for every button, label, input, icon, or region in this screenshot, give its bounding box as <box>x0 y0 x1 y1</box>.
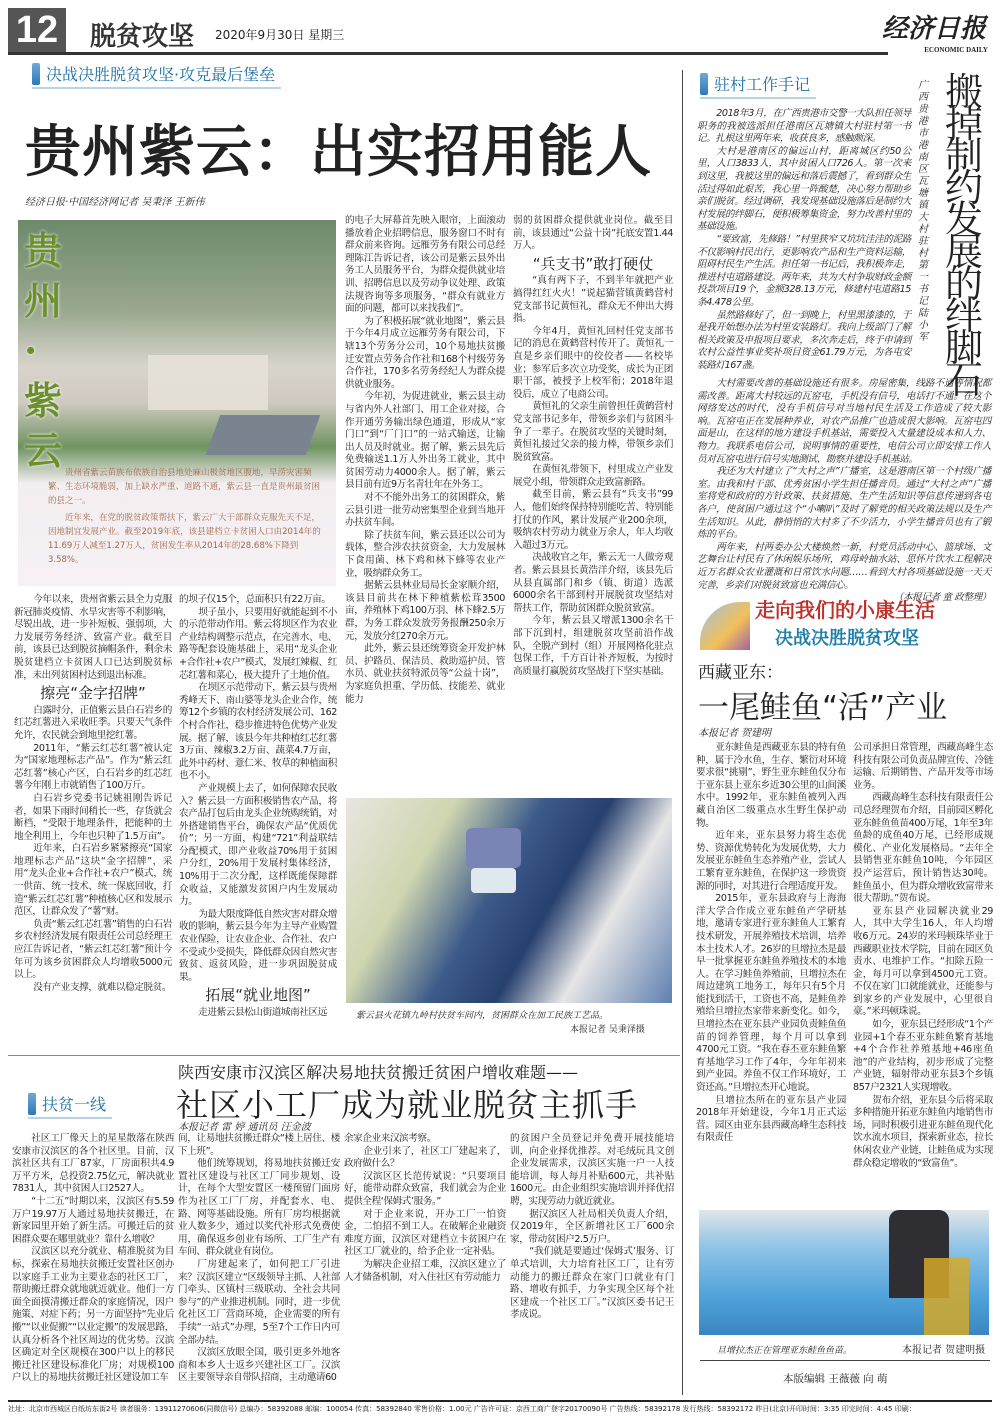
newspaper-logo-en: ECONOMIC DAILY <box>924 46 988 54</box>
paragraph: 今年初，为促进就业，紫云县主动与省内外人社部门、用工企业对接，合作开通劳务输出绿色通道，形成从“家门口”到“厂门口”的一站式输送，让输出人员及时就业。据了解，紫云县先后免费输送1.1万人外出务工就业，其中贫困劳动力4000余人。据了解，紫云县目前有近9万名青壮年在外务工。 <box>345 391 505 491</box>
paragraph: 他们统筹规划，将易地扶贫搬迁安置社区建设与社区工厂同步规划、设计，在每个大型安置区一楼预留门面房作为社区工厂厂房，并配套水、电、路、网等基础设施。所有厂房均根据就业人数多少，通过以奖代补形式免费使用，确保返乡创业有场所、工厂生产有车间、群众就业有岗位。 <box>178 1158 340 1258</box>
photo-caption-para: 贵州省紫云苗族布依族自治县地处麻山极贫地区腹地，早涝灾害频繁、生态环境脆弱，加上缺水严重、道路不通，紫云县一直是贵州最贫困的县之一。 <box>48 468 321 506</box>
notes-byline: 广西贵港市港南区瓦塘镇大村驻村第一书记 陆小军 <box>918 80 928 343</box>
fish-photo-caption: 旦增拉杰正在管理亚东鲑鱼鱼苗。 <box>717 1346 853 1356</box>
paragraph: 据紫云县林业局局长金家顺介绍，该县目前共在林下种植紫松茸3500亩，养殖林下鸡100万羽、林下蜂2.5万群，为务工群众发放劳务报酬250余万元，发放分红270余万元。 <box>345 580 505 642</box>
guizhou-ziyun-photo <box>18 220 336 586</box>
page-number: 12 <box>8 8 66 52</box>
xizang-byline: 本报记者 贺建明 <box>698 728 772 739</box>
tag-bar-icon <box>28 1093 36 1115</box>
notes-credit: （本报记者 童 政整理） <box>893 592 991 604</box>
paragraph: 2011年，“紫云红芯红薯”被认定为“国家地理标志产品”。作为“紫云红芯红薯”核心产区，白石岩乡的红芯红薯今年刚上市就销售了100万斤。 <box>14 742 172 792</box>
paragraph: 余家企业来汉滨考察。 <box>344 1133 436 1144</box>
paragraph: 虽然路修好了，但一到晚上，村里黑漆漆的，于是我开始想办法为村里安装路灯。我向上级部门了解相关政策及申报项目要求，多次奔走后，终于申请到农村公益性事业奖补项目资金61.79万元，为各屯安装路灯167盏。 <box>697 309 911 371</box>
xizang-col-2 <box>853 742 993 1170</box>
photo-title: 贵州·紫云 <box>24 228 63 473</box>
banner-ribbon-icon <box>700 602 750 650</box>
paragraph: 在坝区示范带动下，紫云县与贵州秀峰天下、南山婆等龙头企业合作，统筹12个乡镇的农村经济发展公司、162个村合作社，稳步推进特色优势产业发展。据了解，该县今年共种植红芯红薯3万亩、辣椒3.2万亩、蔬菜4.7万亩，此外中药材、薏仁米、牧草的种植面积也不小。 <box>179 682 337 782</box>
paragraph: 走进紫云县松山街道城南社区远 <box>198 1007 327 1018</box>
tag-label: 决战决胜脱贫攻坚·攻克最后堡垒 <box>46 65 276 84</box>
section-rule <box>8 1055 680 1056</box>
paragraph: “要致富，先修路！”村里狭窄又坑坑洼洼的泥路不仅影响村民出行，更影响农产品和生产资料运输，阻碍村民生产生活。担任第一书记后，我积极奔走，推进村屯道路建设。两年来，共为大村争取财政金额投款项目19个，金额328.13万元，修建村屯道路15条4.478公里。 <box>697 233 911 308</box>
xizang-kicker: 西藏亚东： <box>698 663 783 683</box>
paragraph: “真有两下子，不到半年就把产业搞得红红火火！”说起猫营镇黄鹤营村党支部书记黄恒礼，群众无不伸出大拇指。 <box>513 275 673 325</box>
paragraph: 此外，紫云县还统筹资金开发护林员、护路员、保洁员、救助巡护员、管水员、就业扶贫特派员等“公益十岗”，为家庭负担重、学历低、技能差、就业能力 <box>345 643 505 705</box>
footer-info: 社址：北京市西城区白纸坊东街2号 读者服务：13911270606(同微信号) 总编办：58392088 邮编：100054 传真：58392840 零售价格：1.00元 广告许可证：京西工商广登字20170090号 广告热线：58392178 发行热线：58392172 昨日(北京)开印时间：3:35 印完时间：4:45 印刷： <box>8 1405 916 1413</box>
paragraph: 亚东鲑鱼是西藏亚东县的特有鱼种，属于冷水鱼，生存、繁衍对环境要求很“挑剔”，野生亚东鲑鱼仅分布于亚东县上亚东乡近30公里的山间溪水中。1992年，亚东鲑鱼被列入西藏自治区二级重点水生野生保护动物。 <box>696 742 846 829</box>
main-headline: 贵州紫云：出实招用能人 <box>25 120 652 185</box>
paragraph: 大村需要改善的基础设施还有很多。房屋密集，线路不通等情况都需改善。距离大村较远的瓦窑屯，手机没有信号，电话打不通。在这个网络发达的时代，没有手机信号对当地村民生活及工作造成了较大影响。瓦窑屯正在发展种养业，对农产品推广也造成很大影响。瓦窑屯四面是山，在这样的地方建设手机基站，需要投入大量建设成本和人力、物力。我联系电信公司，说明事情的重要性，电信公司立即安排工作人员对瓦窑屯进行信号实地测试、勘察并建设手机基站。 <box>697 378 991 465</box>
xizang-col-1 <box>696 742 846 1145</box>
paragraph: 为最大限度降低自然灾害对群众增收的影响，紫云县今年为主导产业购置农业保险，让农业企业、合作社、农户不受或少受损失，降低群众因自然灾害致贫、返贫风险，进一步巩固脱贫成果。 <box>179 908 337 983</box>
notes-headline: 搬掉制约发展的绊脚石 <box>944 70 983 402</box>
hanbin-headline: 社区小工厂成为就业脱贫主抓手 <box>176 1086 639 1124</box>
hanbin-col-4 <box>510 1133 674 1322</box>
hanbin-col-1 <box>12 1133 174 1385</box>
paragraph: 据汉滨区人社局相关负责人介绍，仅2019年，全区新增社区工厂600余家，带动贫困户2.5万户。 <box>510 1208 674 1245</box>
buildings-shape <box>148 355 268 410</box>
paragraph: 社区工厂像天上的星星散落在陕西安康市汉滨区的各个社区里。目前，汉滨社区共有工厂87家，厂房面积共4.9万平方米，总投资2.75亿元，解决就业7831人，其中贫困人口2527人。 <box>12 1133 174 1195</box>
hanbin-col-3 <box>344 1133 506 1284</box>
paragraph: 截至目前，紫云县有“兵支书”99人，他们始终保持特别能吃苦、特别能打仗的作风，累计发展产业200余项，吸纳农村劳动力就业万余人，年人均收入超过3万元。 <box>513 489 673 551</box>
paragraph: 的贫困户全员登记并免费开展技能培训，向企业择优推荐。对毛绒玩具文创企业发展需求，汉滨区实施一户一人技能培训，每人每月补贴600元，共补贴1600元。由企业组织实施培训并择优招聘，实现劳动力就近就业。 <box>510 1133 674 1207</box>
paragraph: 近年来，亚东县努力将生态优势、资源优势转化为发展优势，大力发展亚东鲑鱼生态养殖产业，尝试人工繁育亚东鲑鱼，在保护这一珍贵资源的同时，对其进行合理适度开发。 <box>696 830 846 892</box>
newspaper-logo: 经济日报 <box>881 14 986 44</box>
paragraph: 的坝子仅15个，总面积只有22万亩。 <box>179 594 331 605</box>
face-mask-shape <box>471 868 516 893</box>
headscarf-shape <box>466 828 521 868</box>
paragraph: 今年，紫云县又增派1300余名干部下沉到村，组建脱贫攻坚前沿作战队，全脱产到村（组）开展网格化驻点包保工作，千方百计补齐短板，为按时高质量打赢脱贫攻坚战打下坚实基础。 <box>513 615 673 677</box>
paragraph: 汉滨区区长范传斌说：“只要项目好，能带动群众致富，我们就会为企业提供全程‘保姆式’服务。” <box>344 1170 506 1207</box>
column-tag-main <box>32 60 281 89</box>
paragraph: 公司承担日常管理，西藏高峰生态科技有限公司负责品牌宣传、冷链运输、后期销售、产品开发等市场业务。 <box>853 742 993 791</box>
paragraph: 负责“紫云红芯红薯”销售的白石岩乡农村经济发展有限责任公司总经理王应江告诉记者，“紫云红芯红薯”预计今年可为该乡贫困群众人均增收5000元以上。 <box>14 918 172 981</box>
subheading: “兵支书”敢打硬仗 <box>532 254 654 273</box>
issue-date: 2020年9月30日 星期三 <box>215 28 345 42</box>
paragraph: 白石岩乡党委书记姚祖刚告诉记者，如果下雨时间稍长一些，存货就会断档，“受限于地理条件，把能种的土地全利用上，今年也只种了1.5万亩”。 <box>14 792 172 842</box>
paragraph: “我们就是要通过‘保姆式’服务、订单式培训，大力培育社区工厂，让有劳动能力的搬迁群众在家门口就业有门路、增收有抓手，力争实现全区每个社区建成一个社区工厂。”汉滨区委书记王孝成说。 <box>510 1246 674 1321</box>
tag-bar-icon <box>32 63 40 85</box>
xizang-headline: 一尾鲑鱼“活”产业 <box>698 690 948 726</box>
tag-bar-icon <box>700 73 708 95</box>
school-building-shape <box>206 415 321 455</box>
hanbin-byline: 本报记者 雷 婷 通讯员 汪金波 <box>178 1122 311 1133</box>
notes-body-top <box>697 108 911 372</box>
paragraph: 除了扶贫车间，紫云县还以公司为载体，整合涉农扶贫资金，大力发展林下食用菌、林下鸡和林下蜂等农业产业，吸纳群众务工。 <box>345 529 505 579</box>
paragraph: 2018年3月，在广西贵港市交警一大队担任领导职务的我被选派担任港南区瓦塘镇大村驻村第一书记。扎根这里两年来，收获良多，感触颇深。 <box>697 108 911 145</box>
workshop-photo-caption: 紫云县火花镇九岭村扶贫车间内，贫困群众在加工民族工艺品。 <box>356 1011 609 1021</box>
header-rule <box>8 52 888 55</box>
xiaokang-banner <box>700 594 990 652</box>
page-editors: 本版编辑 王薇薇 向 萌 <box>783 1373 888 1385</box>
paragraph: 今年以来，贵州省紫云县全力克服新冠肺炎疫情、水旱灾害等不利影响，尽锐出战，进一步补短板、强弱项，大力发展劳务经济、致富产业。截至目前，该县已达到脱贫摘帽条件，剩余未脱贫建档立卡贫困人口已达到脱贫标准，未出列贫困村达到退出标准。 <box>14 594 172 681</box>
paragraph: 对于企业来说，开办工厂一怕资金，二怕招不到工人。在破解企业融资难度方面，汉滨区对建档立卡贫困户在社区工厂就业的，给予企业一定补贴。 <box>344 1208 506 1258</box>
paragraph: 产业规模上去了，如何保障农民收入？紫云县一方面积极销售农产品，将农产品打包后由龙头企业统购统销，对外搭建销售平台，确保农产品“优质优价”；另一方面，构建“721”利益联结分配模式，即产业收益70%用于贫困户分红，20%用于发展村集体经济，10%用于二次分配，这样既能保障群众收益，又能激发贫困户内生发展动力。 <box>179 782 337 908</box>
footer-rule <box>8 1400 992 1402</box>
paragraph: 2015年，亚东县政府与上海海洋大学合作成立亚东鲑鱼产学研基地，邀请专家进行亚东鲑鱼人工繁育技术研发，开展养殖技术培训，培养本土技术人才。26岁的旦增拉杰是最早一批掌握亚东鲑鱼养殖技术的本地人。在学习鲑鱼养殖前，旦增拉杰在周边建筑工地务工，每年只有5个月能找到活干，工资也不高，是鲑鱼养殖给旦增拉杰家带来新变化。如今，旦增拉杰在亚东县产业园负责鲑鱼鱼苗的饲养管理，每个月可以拿到4700元工资。“我在春丕亚东鲑鱼繁育基地学习工作了4年，今年年初来到产业园。养鱼不仅工作环境好，工资还高。”旦增拉杰开心地说。 <box>696 893 846 1094</box>
subheading: 拓展“就业地图” <box>205 986 311 1005</box>
paragraph: 在黄恒礼带领下，村里成立产业发展党小组，带领群众走致富新路。 <box>513 464 673 488</box>
paragraph: 黄恒礼的父亲生前曾担任黄鹤营村党支部书记多年，带领乡亲们与贫困斗争了一辈子。在脱贫攻坚的关键时刻，黄恒礼接过父亲的接力棒，带领乡亲们脱贫致富。 <box>513 401 673 463</box>
paragraph: 汉滨区以充分就业、精准脱贫为目标，探索在易地扶贫搬迁安置社区创办以家庭手工业为主要业态的社区工厂，帮助搬迁群众就地就近就业。他们一方面全面摸清搬迁群众的家庭情况，因户施策、对症下药；另一方面坚持“先业后搬”“以业促搬”“以业定搬”的发展思路，认真分析各个社区周边的优劣势。汉滨区确定对全区规模在300户以上的移民搬迁社区建设标准化厂房；对规模100户以上的易地扶贫搬迁社区建设加工车 <box>12 1246 174 1384</box>
tag-label: 驻村工作手记 <box>714 75 811 94</box>
main-col-3 <box>345 215 505 706</box>
fish-photo-credit: 本报记者 贺建明摄 <box>902 1345 986 1356</box>
banner-line1: 走向我们的小康生活 <box>755 598 935 622</box>
paragraph: 决战收官之年，紫云无一人做旁观者。紫云县县长黄浩洋介绍，该县先后从县直属部门和乡（镇、街道）选派6000余名干部到村开展脱贫攻坚结对帮扶工作，帮助贫困群众脱贫致富。 <box>513 552 673 614</box>
paragraph: 坝子虽小，只要用好就能起到不小的示范带动作用。紫云将坝区作为农业产业结构调整示范点，在完善水、电、路等配套设施基础上，采用“龙头企业+合作社+农户”模式，发展红辣椒、红芯红薯和菜心，极大提升了土地价值。 <box>179 606 337 681</box>
editor-rule <box>700 1360 990 1361</box>
paragraph: 弱的贫困群众提供就业岗位。截至目前，该县通过“公益十岗”托底安置1.44万人。 <box>513 215 673 252</box>
workshop-photo <box>346 798 672 1003</box>
paragraph: 贺布介绍，亚东县今后将采取多种措施开拓亚东鲑鱼内地销售市场，同时积极引进亚东鲑鱼现代化饮水流水项目，探索新业态，拉长休闲农业产业链，让鲑鱼成为实现群众稳定增收的“致富鱼”。 <box>853 1094 993 1169</box>
main-byline: 经济日报·中国经济网记者 吴秉泽 王新伟 <box>25 197 205 208</box>
main-col-4 <box>513 215 673 678</box>
paragraph: 白露时分，正值紫云县白石岩乡的红芯红薯进入采收旺季。只要天气条件允许，农民就会到地里挖红薯。 <box>14 704 172 741</box>
paragraph: 西藏高峰生态科技有限责任公司总经理贺布介绍，目前园区孵化亚东鲑鱼鱼苗400万尾，1年至3年鱼龄的成鱼40万尾，已经形成规模化、产业化发展格局。“去年全县销售亚东鲑鱼10吨，今年园区投产运营后，预计销售达30吨。鲑鱼虽小，但为群众增收致富带来很大帮助。”贺布说。 <box>853 792 993 905</box>
photo-caption-para: 近年来，在党的脱贫政策帮扶下，紫云广大干部群众克服先天不足，因地制宜发展产业。截至2019年底，该县建档立卡贫困人口由2014年的11.69万人减至1.27万人，贫困发生率从2014年的28.68%下降到3.58%。 <box>48 513 321 565</box>
paragraph: 为解决企业招工难，汉滨区建立了人才储备机制，对入住社区有劳动能力 <box>344 1258 506 1283</box>
paragraph: 的电子大屏幕首先映入眼帘，上面滚动播放着企业招聘信息，服务窗口不时有群众前来咨询。远雁劳务有限公司总经理陈江告诉记者，该公司是紫云县外出务工人员服务平台，为群众提供就业培训、招聘信息以及劳动争议处理、政策法规咨询等多项服务，“群众有就业方面的问题，都可以来找我们”。 <box>345 215 505 315</box>
paragraph: 亚东县产业园解决就业29人，其中大学生16人，年人均增收6万元。24岁的米玛顿珠毕业于西藏职业技术学院，目前在园区负责水、电维护工作。“扣除五险一金，每月可以拿到4500元工资。不仅在家门口就能就业，还能参与到家乡的产业发展中，心里很自豪。”米玛顿珠说。 <box>853 905 993 1018</box>
notes-body-bottom <box>697 378 991 605</box>
paragraph: 间，让易地扶贫搬迁群众“楼上居住、楼下上班”。 <box>178 1133 340 1157</box>
paragraph: 今年4月，黄恒礼回村任党支部书记的消息在黄鹤营村传开了。黄恒礼一直是乡亲们眼中的佼佼者——名校毕业；参军后多次立功受奖，成长为正团职干部，被授予上校军衔；2018年退役后，成立了电商公司。 <box>513 325 673 400</box>
tag-label: 扶贫一线 <box>42 1095 107 1114</box>
column-tag-frontline <box>28 1090 112 1119</box>
paragraph: 近年来，白石岩乡紧紧擦亮“国家地理标志产品”这块“金字招牌”，采用“龙头企业+合作社+农户”模式，统一供苗、统一技术、统一保底回收，打造“紫云红芯红薯”种植核心区和发展示范区，让群众发了“薯”财。 <box>14 843 172 918</box>
main-col-1 <box>14 594 172 994</box>
paragraph: 没有产业支撑，就难以稳定脱贫。 <box>33 981 172 993</box>
banner-line2: 决战决胜脱贫攻坚 <box>775 628 919 649</box>
paragraph: 旦增拉杰所在的亚东县产业园2018年开始建设，今年1月正式运营。园区由亚东县西藏高峰生态科技有限责任 <box>696 1094 846 1144</box>
column-divider <box>682 70 683 1395</box>
workshop-photo-credit: 本报记者 吴秉泽摄 <box>570 1025 645 1035</box>
column-tag-notes <box>700 70 816 99</box>
paragraph: 我还为大村建立了“大村之声”广播室，这是港南区第一个村级广播室。由我和村干部、优秀贫困小学生担任播音员。通过“大村之声”广播室将党和政府的方针政策、扶贫措施、生产生活知识等信息传递到各屯各户，使贫困户通过这个“小喇叭”及时了解党的相关政策法规以及生产生活知识。从此，静悄悄的大村多了不少活力，小学生播音员也有了锻炼的平台。 <box>697 466 991 541</box>
paragraph: 对不不能外出务工的贫困群众，紫云县引进一批劳动密集型企业到当地开办扶贫车间。 <box>345 492 505 529</box>
main-col-2 <box>179 594 337 1020</box>
paragraph: 企业引来了，社区工厂建起来了，政府做什么？ <box>344 1145 506 1170</box>
paragraph: 汉滨区放眼全国，吸引更多外地客商和本乡人士返乡兴建社区工厂。汉滨区主要领导亲自带队招商，主动邀请60 <box>178 1347 340 1384</box>
paragraph: “十二五”时期以来，汉滨区有5.59万户19.97万人通过易地扶贫搬迁，在新家园里开始了新生活。可搬迁后的贫困群众要在哪里就业？靠什么增收？ <box>12 1195 174 1245</box>
paragraph: 厂房建起来了，如何把工厂引进来？汉滨区建立“区级领导主抓、人社部门牵头、区镇村三级联动、全社会共同参与”的产业推进机制。同时，进一步优化社区工厂营商环境，企业需要的所有手续“一站式”办理，5至7个工作日内可全部办结。 <box>178 1258 340 1346</box>
paragraph: 为了积极拓展“就业地图”，紫云县于今年4月成立远雁劳务有限公司，下辖13个劳务分公司，10个易地扶贫搬迁安置点劳务合作社和168个村级劳务合作社，170多名劳务经纪人为群众提供就业服务。 <box>345 315 505 390</box>
section-title: 脱贫攻坚 <box>90 22 195 52</box>
walkway-shape <box>924 1258 969 1335</box>
hanbin-col-2 <box>178 1133 340 1385</box>
paragraph: 大村是港南区的偏远山村，距离城区约50公里，人口3833人，其中贫困人口726人。第一次来到这里，我被这里的偏远和落后震撼了，看到群众生活过得如此艰苦，我心里一阵酸楚，决心努力帮助乡亲们脱贫。经过调研，我发现基础设施落后是制约大村发展的绊脚石，便积极筹集资金，努力改善村里的基础设施。 <box>697 145 911 233</box>
hanbin-kicker: 陕西安康市汉滨区解决易地扶贫搬迁贫困户增收难题—— <box>178 1063 579 1082</box>
fish-farm-photo <box>699 1210 989 1335</box>
paragraph: 如今，亚东县已经形成“1个产业园+1个春丕亚东鲑鱼繁育基地+4个合作社养殖基地+46座鱼池”的产业结构，初步形成了完整产业链，辐射带动亚东县3个乡镇857户2321人实现增收。 <box>853 1019 993 1094</box>
paragraph: 两年来，村两委办公大楼焕然一新，村党员活动中心、篮球场、文艺舞台让村民有了休闲娱乐场所，鸡母岭抽水站、思怀片饮水工程解决近万名群众农业灌溉和日常饮水问题……看到大村各项基础设施一天天完善，乡亲们对脱贫致富也充满信心。 <box>697 541 991 591</box>
subheading: 擦亮“金字招牌” <box>40 684 146 703</box>
